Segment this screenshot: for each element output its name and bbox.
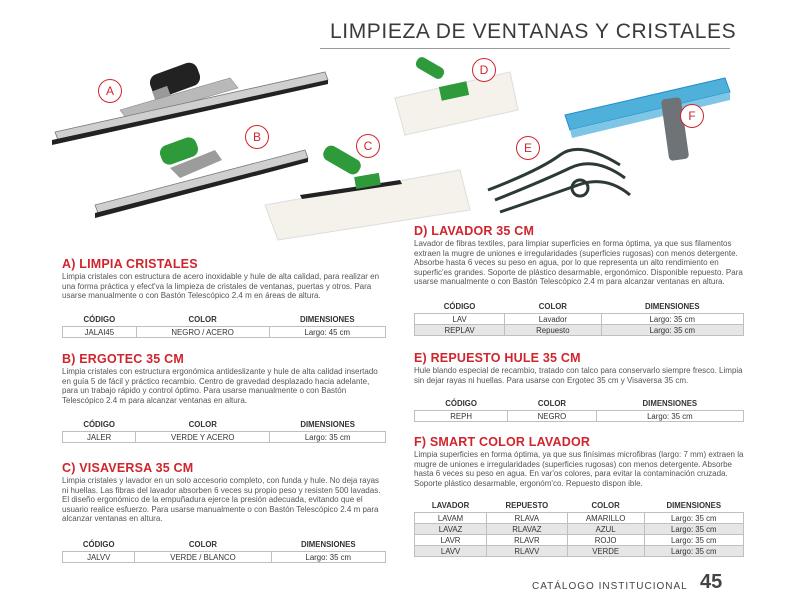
table-cell: Largo: 35 cm	[644, 535, 743, 546]
col-header: CÓDIGO	[83, 315, 116, 324]
table-cell: RLAVR	[487, 535, 568, 546]
table-cell: VERDE	[567, 546, 644, 557]
table-cell: REPH	[415, 411, 508, 422]
col-header: COLOR	[591, 501, 620, 510]
section-f-description: Limpia superficies en forma óptima, ya que sus finísimas microfibras (largo: 7 mm) extraen la mugre de uniones e irregularidades (superficies rugosas) con menos detergente. Absorbe hasta 6 veces su peso en agua. En var'os colores, para evitar la contaminación cruzada. Soporte plástico desarmable, ergonóm'co. Repuesto dispon ible.	[414, 450, 744, 488]
col-header: CÓDIGO	[445, 399, 477, 408]
table-cell: VERDE / BLANCO	[135, 552, 271, 563]
col-header: DIMENSIONES	[299, 315, 355, 324]
table-cell: Largo: 35 cm	[601, 314, 743, 325]
table-cell: Largo: 45 cm	[269, 327, 385, 338]
section-d-table	[414, 300, 744, 336]
table-cell: Largo: 35 cm	[270, 432, 386, 443]
washer-d-image	[395, 55, 518, 135]
table-cell: Largo: 35 cm	[644, 546, 743, 557]
table-cell: Repuesto	[505, 325, 601, 336]
section-c-table	[62, 538, 386, 563]
table-cell: AMARILLO	[567, 513, 644, 524]
section-a-table	[62, 313, 386, 338]
section-c-description: Limpia cristales y lavador en un solo accesorio completo, con funda y hule. No deja rayas ni huellas. Las fibras del lavador absorben 6 veces su propio peso y resisten 500 lavadas. El diseño ergonómico de la empuñadura ejerce la presión adecuada, evitando que el usuario realice esfuerzo. Para usarse manualmente o con Bastón Telescópico 2.4 m para alcanzar ventanas en altura.	[62, 476, 381, 524]
table-cell: AZUL	[567, 524, 644, 535]
table-cell: JALAI45	[63, 327, 137, 338]
table-cell: NEGRO	[508, 411, 596, 422]
col-header: COLOR	[537, 399, 567, 408]
section-d-heading: D) LAVADOR 35 CM	[414, 224, 535, 238]
col-header: CÓDIGO	[82, 540, 115, 549]
catalog-footer: CATÁLOGO INSTITUCIONAL	[532, 581, 688, 592]
table-cell: JALVV	[63, 552, 135, 563]
section-f-heading: F) SMART COLOR LAVADOR	[414, 435, 591, 449]
rubber-e-image	[488, 149, 630, 212]
table-cell: Lavador	[505, 314, 601, 325]
squeegee-a-image	[52, 60, 328, 145]
table-cell: RLAVV	[487, 546, 568, 557]
table-cell: LAVAZ	[415, 524, 487, 535]
col-header: CÓDIGO	[83, 420, 115, 429]
page-number: 45	[700, 571, 723, 593]
table-cell: LAV	[415, 314, 505, 325]
section-b-table	[62, 418, 386, 443]
label-a: A	[98, 79, 122, 103]
col-header: DIMENSIONES	[642, 399, 698, 408]
col-header: COLOR	[538, 302, 567, 311]
section-a-description: Limpia cristales con estructura de acero inoxidable y hule de alta calidad, para realizar en una forma práctica y efect'va la limpieza de cristales de ventanas, puertas y otros. Para usarse manualmente o con Bastón Telescópico 2.4 m en áreas de altura.	[62, 272, 380, 301]
section-b-description: Limpia cristales con estructura ergonómica antideslizante y hule de alta calidad insertado en guía 5 de fácil y práctico recambio. Centro de gravedad desplazado hacia adelante, para un trabajo rápido y control óptimo. Para usarse manualmente o con Bastón Telescópico 2.4 m para alcanzar ventanas en altura.	[62, 367, 378, 405]
table-cell: JALER	[63, 432, 136, 443]
table-cell: LAVV	[415, 546, 487, 557]
section-c-heading: C) VISAVERSA 35 CM	[62, 461, 194, 475]
section-b-heading: B) ERGOTEC 35 CM	[62, 352, 184, 366]
washer-f-image	[565, 78, 730, 161]
table-cell: Largo: 35 cm	[644, 513, 743, 524]
col-header: COLOR	[188, 540, 218, 549]
table-cell: Largo: 35 cm	[271, 552, 385, 563]
table-cell: ROJO	[567, 535, 644, 546]
section-e-table	[414, 397, 744, 422]
section-f-table	[414, 499, 744, 557]
table-cell: RLAVAZ	[487, 524, 568, 535]
col-header: DIMENSIONES	[666, 501, 722, 510]
table-cell: RLAVA	[487, 513, 568, 524]
col-header: COLOR	[188, 315, 217, 324]
section-a-heading: A) LIMPIA CRISTALES	[62, 257, 198, 271]
table-cell: Largo: 35 cm	[644, 524, 743, 535]
section-e-description: Hule blando especial de recambio, tratado con talco para conservarlo siempre fresco. Limpia sin dejar rayas ni huellas. Para usarse con Ergotec 35 cm y Visaversa 35 cm.	[414, 366, 743, 385]
section-e-heading: E) REPUESTO HULE 35 CM	[414, 351, 581, 365]
table-cell: REPLAV	[415, 325, 505, 336]
col-header: COLOR	[188, 420, 217, 429]
col-header: DIMENSIONES	[644, 302, 700, 311]
table-cell: Largo: 35 cm	[596, 411, 743, 422]
section-d-description: Lavador de fibras textiles, para limpiar superficies en forma óptima, ya que sus filamentos extraen la mugre de uniones e irregularidades (superficies rugosas) con menos detergente. Absorbe hasta 6 veces su peso en agua, por lo que representa un alto rendimiento en superfic'es grandes. Soporte de plástico desarmable, ergonómico. Disponible repuesto. Para usarse manualmente o con Bastón Telescópico 2.4 m para alcanzar ventanas en altura.	[414, 239, 743, 287]
table-cell: NEGRO / ACERO	[136, 327, 269, 338]
page-title: LIMPIEZA DE VENTANAS Y CRISTALES	[330, 20, 737, 43]
table-cell: Largo: 35 cm	[601, 325, 743, 336]
col-header: DIMENSIONES	[300, 540, 356, 549]
col-header: REPUESTO	[505, 501, 549, 510]
col-header: CÓDIGO	[443, 302, 476, 311]
label-d: D	[472, 58, 496, 82]
table-cell: LAVR	[415, 535, 487, 546]
table-cell: LAVAM	[415, 513, 487, 524]
label-e: E	[516, 136, 540, 160]
col-header: DIMENSIONES	[300, 420, 355, 429]
label-c: C	[356, 134, 380, 158]
col-header: LAVADOR	[431, 501, 470, 510]
label-b: B	[245, 125, 269, 149]
product-images	[0, 0, 789, 250]
label-f: F	[680, 104, 704, 128]
table-cell: VERDE Y ACERO	[136, 432, 270, 443]
